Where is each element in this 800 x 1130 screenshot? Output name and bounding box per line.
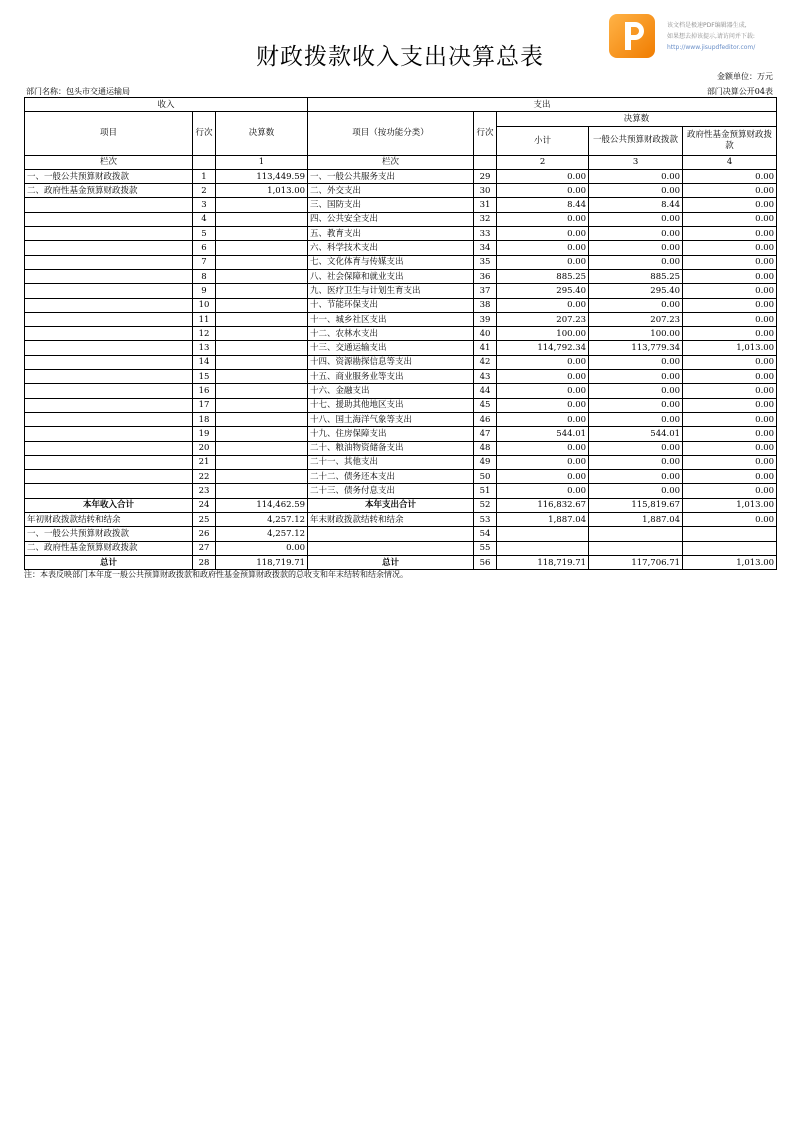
income-item [25,455,193,469]
expense-gov-fund: 0.00 [683,470,777,484]
expense-general-budget [589,527,683,541]
table-row [25,398,777,412]
subtotal-header: 小计 [497,126,589,155]
income-item [25,484,193,498]
income-item: 二、政府性基金预算财政拨款 [25,184,193,198]
income-item: 本年收入合计 [25,498,193,512]
expense-subtotal: 0.00 [497,212,589,226]
expense-general-budget: 0.00 [589,355,683,369]
expense-gov-fund [683,541,777,555]
income-amount [216,470,308,484]
expense-item: 十七、援助其他地区支出 [308,398,474,412]
income-item [25,241,193,255]
expense-item: 二十二、债务还本支出 [308,470,474,484]
expense-subtotal: 116,832.67 [497,498,589,512]
table-row [25,341,777,355]
expense-row-no-header: 行次 [474,112,497,155]
income-amount: 118,719.71 [216,555,308,569]
table-row [25,384,777,398]
expense-row-no: 50 [474,470,497,484]
income-item: 一、一般公共预算财政拨款 [25,169,193,183]
expense-subtotal: 885.25 [497,269,589,283]
table-row [25,412,777,426]
income-row-no: 22 [193,470,216,484]
table-code: 部门决算公开04表 [706,87,773,96]
income-item [25,412,193,426]
expense-subtotal: 544.01 [497,427,589,441]
expense-gov-fund: 0.00 [683,255,777,269]
expense-gov-fund: 0.00 [683,198,777,212]
table-row [25,484,777,498]
income-amount [216,327,308,341]
expense-subtotal: 0.00 [497,441,589,455]
watermark-link[interactable]: http://www.jisupdfeditor.com/ [667,44,756,51]
expense-gov-fund [683,527,777,541]
income-amount [216,212,308,226]
income-row-no: 14 [193,355,216,369]
table-row [25,555,777,569]
expense-gov-fund: 0.00 [683,427,777,441]
expense-general-budget: 1,887.04 [589,513,683,527]
expense-general-budget: 0.00 [589,212,683,226]
expense-item: 七、文化体育与传媒支出 [308,255,474,269]
table-note: 注：本表反映部门本年度一般公共预算财政拨款和政府性基金预算财政拨款的总收支和年末结转和结余情况。 [24,570,408,579]
expense-general-budget: 0.00 [589,255,683,269]
department-name: 部门名称：包头市交通运输局 [26,87,130,96]
expense-item: 本年支出合计 [308,498,474,512]
expense-gov-fund: 1,013.00 [683,341,777,355]
expense-gov-fund: 0.00 [683,455,777,469]
table-row [25,498,777,512]
expense-col-3: 3 [589,155,683,169]
income-row-no: 28 [193,555,216,569]
income-amount [216,412,308,426]
expense-gov-fund: 1,013.00 [683,498,777,512]
expense-general-budget: 0.00 [589,384,683,398]
income-item-header: 项目 [25,112,193,155]
expense-gov-fund: 0.00 [683,284,777,298]
income-item [25,227,193,241]
page-title: 财政拨款收入支出决算总表 [256,44,544,70]
income-col-label: 栏次 [25,155,193,169]
expense-general-budget: 0.00 [589,184,683,198]
watermark-line-1: 该文档是极速PDF编辑器生成, [667,22,747,29]
expense-gov-fund: 0.00 [683,513,777,527]
table-row [25,241,777,255]
income-amount [216,255,308,269]
income-row-no: 23 [193,484,216,498]
expense-gov-fund: 0.00 [683,298,777,312]
table-row [25,312,777,326]
income-item [25,255,193,269]
expense-gov-fund: 0.00 [683,370,777,384]
expense-subtotal: 8.44 [497,198,589,212]
income-row-no: 4 [193,212,216,226]
expense-row-no: 29 [474,169,497,183]
expense-subtotal: 0.00 [497,455,589,469]
expense-gov-fund: 0.00 [683,412,777,426]
expense-row-no: 44 [474,384,497,398]
income-item [25,370,193,384]
expense-col-2: 2 [497,155,589,169]
expense-general-budget: 115,819.67 [589,498,683,512]
expense-item: 二、外交支出 [308,184,474,198]
income-amount: 113,449.59 [216,169,308,183]
table-row [25,227,777,241]
table-row [25,513,777,527]
income-amount [216,427,308,441]
expense-row-no: 36 [474,269,497,283]
income-row-no: 27 [193,541,216,555]
expense-general-budget: 0.00 [589,370,683,384]
income-item [25,355,193,369]
expense-item: 十三、交通运输支出 [308,341,474,355]
expense-row-no: 56 [474,555,497,569]
expense-subtotal: 0.00 [497,298,589,312]
income-header: 收入 [25,98,308,112]
expense-subtotal: 114,792.34 [497,341,589,355]
income-amount [216,284,308,298]
expense-gov-fund: 0.00 [683,384,777,398]
income-amount [216,484,308,498]
expense-row-no: 38 [474,298,497,312]
expense-item: 二十、粮油物资储备支出 [308,441,474,455]
expense-row-no: 32 [474,212,497,226]
income-row-no: 9 [193,284,216,298]
table-row [25,169,777,183]
table-row [25,212,777,226]
income-row-no: 24 [193,498,216,512]
table-row [25,327,777,341]
income-row-no: 12 [193,327,216,341]
expense-subtotal: 1,887.04 [497,513,589,527]
income-row-no: 13 [193,341,216,355]
income-item [25,341,193,355]
expense-subtotal: 0.00 [497,412,589,426]
expense-subtotal: 0.00 [497,355,589,369]
table-row [25,198,777,212]
income-item [25,398,193,412]
expense-subtotal: 118,719.71 [497,555,589,569]
expense-subtotal: 0.00 [497,169,589,183]
expense-col-empty [474,155,497,169]
expense-general-budget: 544.01 [589,427,683,441]
income-row-no: 21 [193,455,216,469]
expense-general-budget: 100.00 [589,327,683,341]
expense-row-no: 52 [474,498,497,512]
table-row [25,527,777,541]
expense-general-budget: 0.00 [589,227,683,241]
gov-fund-header: 政府性基金预算财政拨款 [683,126,777,155]
income-amount: 0.00 [216,541,308,555]
expense-subtotal: 0.00 [497,398,589,412]
income-amount-header: 决算数 [216,112,308,155]
expense-general-budget: 0.00 [589,470,683,484]
income-item [25,312,193,326]
expense-item: 五、教育支出 [308,227,474,241]
table-row [25,370,777,384]
income-row-no: 10 [193,298,216,312]
income-row-no: 17 [193,398,216,412]
expense-item: 十一、城乡社区支出 [308,312,474,326]
income-amount [216,298,308,312]
income-amount [216,370,308,384]
expense-item: 一、一般公共服务支出 [308,169,474,183]
expense-row-no: 40 [474,327,497,341]
expense-item: 十八、国土海洋气象等支出 [308,412,474,426]
expense-item: 四、公共安全支出 [308,212,474,226]
income-row-no: 5 [193,227,216,241]
expense-row-no: 47 [474,427,497,441]
expense-subtotal [497,527,589,541]
income-amount [216,241,308,255]
expense-amount-header: 决算数 [497,112,777,126]
table-row [25,298,777,312]
expense-general-budget: 117,706.71 [589,555,683,569]
expense-subtotal: 0.00 [497,384,589,398]
income-row-no: 16 [193,384,216,398]
income-item [25,441,193,455]
income-item: 一、一般公共预算财政拨款 [25,527,193,541]
income-item: 年初财政拨款结转和结余 [25,513,193,527]
expense-header: 支出 [308,98,777,112]
income-item [25,298,193,312]
expense-item: 总计 [308,555,474,569]
income-amount [216,198,308,212]
expense-item-header: 项目（按功能分类） [308,112,474,155]
expense-gov-fund: 0.00 [683,398,777,412]
income-item [25,284,193,298]
expense-gov-fund: 0.00 [683,355,777,369]
income-item [25,427,193,441]
income-row-no: 15 [193,370,216,384]
income-row-no: 25 [193,513,216,527]
income-col-1: 1 [216,155,308,169]
expense-item: 九、医疗卫生与计划生育支出 [308,284,474,298]
expense-gov-fund: 0.00 [683,169,777,183]
income-row-no: 2 [193,184,216,198]
income-amount: 114,462.59 [216,498,308,512]
expense-row-no: 39 [474,312,497,326]
expense-general-budget: 885.25 [589,269,683,283]
expense-row-no: 35 [474,255,497,269]
expense-row-no: 33 [474,227,497,241]
expense-general-budget: 0.00 [589,412,683,426]
expense-item: 三、国防支出 [308,198,474,212]
watermark-line-2: 如果想去掉该提示,请访问并下载: [667,33,755,40]
income-col-empty [193,155,216,169]
expense-gov-fund: 0.00 [683,312,777,326]
expense-subtotal: 0.00 [497,241,589,255]
expense-gov-fund: 0.00 [683,227,777,241]
income-item [25,198,193,212]
general-budget-header: 一般公共预算财政拨款 [589,126,683,155]
income-row-no: 19 [193,427,216,441]
table-row [25,255,777,269]
income-item [25,269,193,283]
expense-row-no: 54 [474,527,497,541]
expense-row-no: 37 [474,284,497,298]
expense-row-no: 43 [474,370,497,384]
expense-item [308,527,474,541]
income-amount [216,355,308,369]
income-item [25,470,193,484]
expense-general-budget: 207.23 [589,312,683,326]
expense-item: 十、节能环保支出 [308,298,474,312]
expense-row-no: 53 [474,513,497,527]
expense-gov-fund: 0.00 [683,327,777,341]
expense-item: 十四、资源勘探信息等支出 [308,355,474,369]
expense-row-no: 48 [474,441,497,455]
income-row-no: 11 [193,312,216,326]
expense-subtotal: 0.00 [497,484,589,498]
income-amount [216,312,308,326]
expense-item: 年末财政拨款结转和结余 [308,513,474,527]
income-row-no: 3 [193,198,216,212]
expense-gov-fund: 0.00 [683,184,777,198]
expense-general-budget: 113,779.34 [589,341,683,355]
expense-col-4: 4 [683,155,777,169]
income-row-no: 20 [193,441,216,455]
expense-row-no: 55 [474,541,497,555]
expense-general-budget: 8.44 [589,198,683,212]
expense-gov-fund: 0.00 [683,212,777,226]
income-amount [216,227,308,241]
expense-gov-fund: 0.00 [683,441,777,455]
expense-item: 十六、金融支出 [308,384,474,398]
expense-general-budget: 0.00 [589,169,683,183]
expense-subtotal: 207.23 [497,312,589,326]
expense-item [308,541,474,555]
expense-row-no: 30 [474,184,497,198]
expense-col-label: 栏次 [308,155,474,169]
table-row [25,470,777,484]
income-item [25,384,193,398]
table-row [25,184,777,198]
income-row-no: 1 [193,169,216,183]
expense-item: 十五、商业服务业等支出 [308,370,474,384]
income-amount [216,455,308,469]
expense-gov-fund: 0.00 [683,241,777,255]
expense-subtotal: 0.00 [497,227,589,241]
expense-row-no: 51 [474,484,497,498]
income-item [25,212,193,226]
income-amount: 4,257.12 [216,513,308,527]
income-row-no: 7 [193,255,216,269]
expense-gov-fund: 0.00 [683,269,777,283]
income-row-no: 8 [193,269,216,283]
income-row-no: 6 [193,241,216,255]
expense-general-budget: 0.00 [589,241,683,255]
amount-unit: 金额单位：万元 [717,72,773,81]
table-row [25,284,777,298]
expense-subtotal: 0.00 [497,470,589,484]
expense-gov-fund: 0.00 [683,484,777,498]
expense-general-budget: 295.40 [589,284,683,298]
expense-row-no: 42 [474,355,497,369]
expense-general-budget: 0.00 [589,441,683,455]
expense-subtotal: 0.00 [497,370,589,384]
income-item: 总计 [25,555,193,569]
expense-item: 二十三、债务付息支出 [308,484,474,498]
expense-row-no: 45 [474,398,497,412]
income-row-no: 26 [193,527,216,541]
expense-subtotal: 0.00 [497,184,589,198]
expense-subtotal: 295.40 [497,284,589,298]
expense-row-no: 46 [474,412,497,426]
income-item: 二、政府性基金预算财政拨款 [25,541,193,555]
expense-row-no: 31 [474,198,497,212]
budget-table [24,97,777,570]
expense-general-budget: 0.00 [589,455,683,469]
expense-row-no: 41 [474,341,497,355]
expense-gov-fund: 1,013.00 [683,555,777,569]
expense-subtotal: 100.00 [497,327,589,341]
income-amount [216,341,308,355]
income-amount [216,269,308,283]
income-amount: 4,257.12 [216,527,308,541]
table-row [25,441,777,455]
table-row [25,455,777,469]
expense-item: 十九、住房保障支出 [308,427,474,441]
expense-general-budget: 0.00 [589,298,683,312]
income-amount [216,398,308,412]
income-row-no-header: 行次 [193,112,216,155]
expense-general-budget [589,541,683,555]
income-amount: 1,013.00 [216,184,308,198]
expense-row-no: 34 [474,241,497,255]
income-amount [216,441,308,455]
income-row-no: 18 [193,412,216,426]
expense-item: 六、科学技术支出 [308,241,474,255]
table-row [25,355,777,369]
expense-row-no: 49 [474,455,497,469]
expense-general-budget: 0.00 [589,484,683,498]
income-item [25,327,193,341]
income-amount [216,384,308,398]
expense-item: 八、社会保障和就业支出 [308,269,474,283]
expense-item: 十二、农林水支出 [308,327,474,341]
expense-subtotal [497,541,589,555]
table-row [25,269,777,283]
table-row [25,541,777,555]
expense-subtotal: 0.00 [497,255,589,269]
table-row [25,427,777,441]
expense-general-budget: 0.00 [589,398,683,412]
expense-item: 二十一、其他支出 [308,455,474,469]
